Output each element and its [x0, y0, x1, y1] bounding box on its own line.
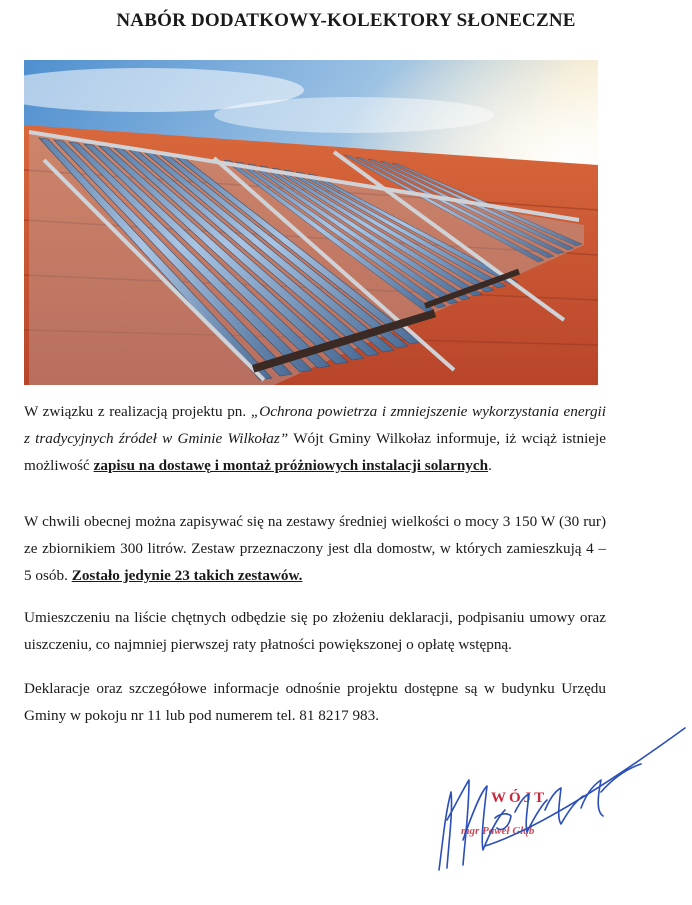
- paragraph-intro: W związku z realizacją projektu pn.: [24, 403, 251, 420]
- stamp-title: WÓJT: [491, 790, 548, 806]
- paragraph-set-details: [24, 508, 606, 589]
- paragraph-contact-info: Deklaracje oraz szczegółowe informacje odnośnie projektu dostępne są w budynku Urzędu Gminy w pokoju nr 11 lub pod numerem tel. 81 8217 983.: [24, 680, 606, 724]
- paragraph-list-conditions: Umieszczeniu na liście chętnych odbędzie się po złożeniu deklaracji, podpisaniu umowy oraz uiszczeniu, co najmniej pierwszej raty płatności powiększonej o opłatę wstępną.: [24, 609, 606, 653]
- solar-collectors-photo: [24, 60, 598, 385]
- set-details-text: W chwili obecnej można zapisywać się na zestawy średniej wielkości o mocy 3 150 W (30 rur) ze zbiornikiem 300 litrów. Zestaw przeznaczony jest dla domostw, w których zamieszkują 4 – 5 osób.: [24, 513, 606, 584]
- paragraph-end: .: [488, 457, 492, 474]
- project-name: „Ochrona powietrza i zmniejszenie wykorzystania energii z tradycyjnych źródeł w Gminie Wilkołaz”: [24, 403, 606, 447]
- stamp-name: mgr Paweł Głąb: [461, 825, 535, 837]
- signature-and-stamp: [425, 720, 690, 900]
- highlight-remaining-sets: Zostało jedynie 23 takich zestawów.: [71, 567, 303, 584]
- paragraph-middle: Wójt Gminy Wilkołaz informuje, iż wciąż istnieje możliwość: [24, 430, 606, 474]
- highlight-enrollment: zapisu na dostawę i montaż próżniowych instalacji solarnych: [93, 457, 489, 474]
- handwritten-signature: [439, 728, 685, 870]
- stamp: [461, 789, 547, 837]
- paragraph-project-info: [24, 398, 606, 479]
- document-title: NABÓR DODATKOWY-KOLEKTORY SŁONECZNE: [116, 10, 576, 31]
